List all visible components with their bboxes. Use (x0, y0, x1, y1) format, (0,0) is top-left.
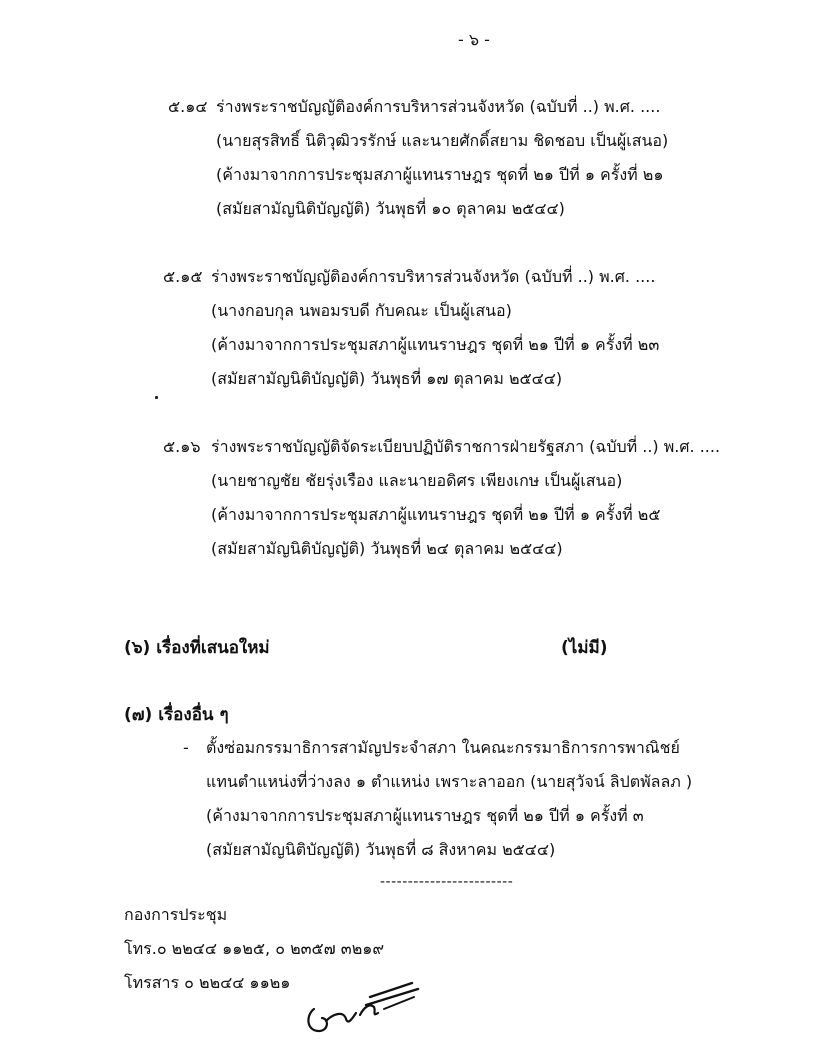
item-number: ๕.๑๔ (168, 97, 208, 116)
item-title: ร่างพระราชบัญญัติองค์การบริหารส่วนจังหวัด (ฉบับที่ ..) พ.ศ. .... (211, 267, 656, 286)
section-7-heading: (๗) เรื่องอื่น ๆ (124, 705, 229, 725)
item-proposer: (นางกอบกุล นพอมรบดี กับคณะ เป็นผู้เสนอ) (211, 301, 512, 320)
page-number: - ๖ - (458, 30, 490, 49)
item-title: ร่างพระราชบัญญัติจัดระเบียบปฏิบัติราชการฝ่ายรัฐสภา (ฉบับที่ ..) พ.ศ. .... (211, 437, 721, 456)
item-proposer: (นายสุรสิทธิ์ นิติวุฒิวรรักษ์ และนายศักดิ์สยาม ชิดชอบ เป็นผู้เสนอ) (216, 131, 669, 150)
item-pending: (ค้างมาจากการประชุมสภาผู้แทนราษฎร ชุดที่ ๒๑ ปีที่ ๑ ครั้งที่ ๒๕ (211, 505, 661, 524)
item-session: (สมัยสามัญนิติบัญญัติ) วันพุธที่ ๑๗ ตุลาคม ๒๕๔๔) (211, 369, 563, 388)
item-number: ๕.๑๕ (163, 267, 203, 286)
footer-phone: โทร.๐ ๒๒๔๔ ๑๑๒๕, ๐ ๒๓๕๗ ๓๒๑๙ (124, 939, 385, 958)
section-7-line: (สมัยสามัญนิติบัญญัติ) วันพุธที่ ๘ สิงหาคม ๒๕๔๔) (206, 840, 556, 859)
handwritten-signature (300, 975, 430, 1045)
item-number: ๕.๑๖ (163, 437, 201, 456)
footer-office: กองการประชุม (124, 905, 228, 924)
item-session: (สมัยสามัญนิติบัญญัติ) วันพุธที่ ๒๔ ตุลาคม ๒๕๔๔) (211, 539, 563, 558)
section-7-line: แทนตำแหน่งที่ว่างลง ๑ ตำแหน่ง เพราะลาออก (นายสุวัจน์ ลิปตพัลลภ ) (206, 772, 693, 791)
bullet-dash: - (183, 738, 189, 757)
separator-line: ------------------------ (380, 874, 514, 890)
item-session: (สมัยสามัญนิติบัญญัติ) วันพุธที่ ๑๐ ตุลาคม ๒๕๔๔) (216, 199, 565, 218)
item-pending: (ค้างมาจากการประชุมสภาผู้แทนราษฎร ชุดที่ ๒๑ ปีที่ ๑ ครั้งที่ ๒๓ (211, 335, 660, 354)
section-7-line: ตั้งซ่อมกรรมาธิการสามัญประจำสภา ในคณะกรรมาธิการการพาณิชย์ (206, 738, 680, 757)
section-7-line: (ค้างมาจากการประชุมสภาผู้แทนราษฎร ชุดที่ ๒๑ ปีที่ ๑ ครั้งที่ ๓ (206, 806, 644, 825)
section-6-heading: (๖) เรื่องที่เสนอใหม่ (124, 638, 270, 658)
scan-speck (155, 396, 158, 399)
footer-fax: โทรสาร ๐ ๒๒๔๔ ๑๑๒๑ (124, 973, 291, 992)
item-title: ร่างพระราชบัญญัติองค์การบริหารส่วนจังหวัด (ฉบับที่ ..) พ.ศ. .... (216, 97, 661, 116)
section-6-status: (ไม่มี) (561, 638, 608, 658)
item-proposer: (นายชาญชัย ชัยรุ่งเรือง และนายอดิศร เพียงเกษ เป็นผู้เสนอ) (211, 471, 623, 490)
item-pending: (ค้างมาจากการประชุมสภาผู้แทนราษฎร ชุดที่ ๒๑ ปีที่ ๑ ครั้งที่ ๒๑ (216, 165, 664, 184)
